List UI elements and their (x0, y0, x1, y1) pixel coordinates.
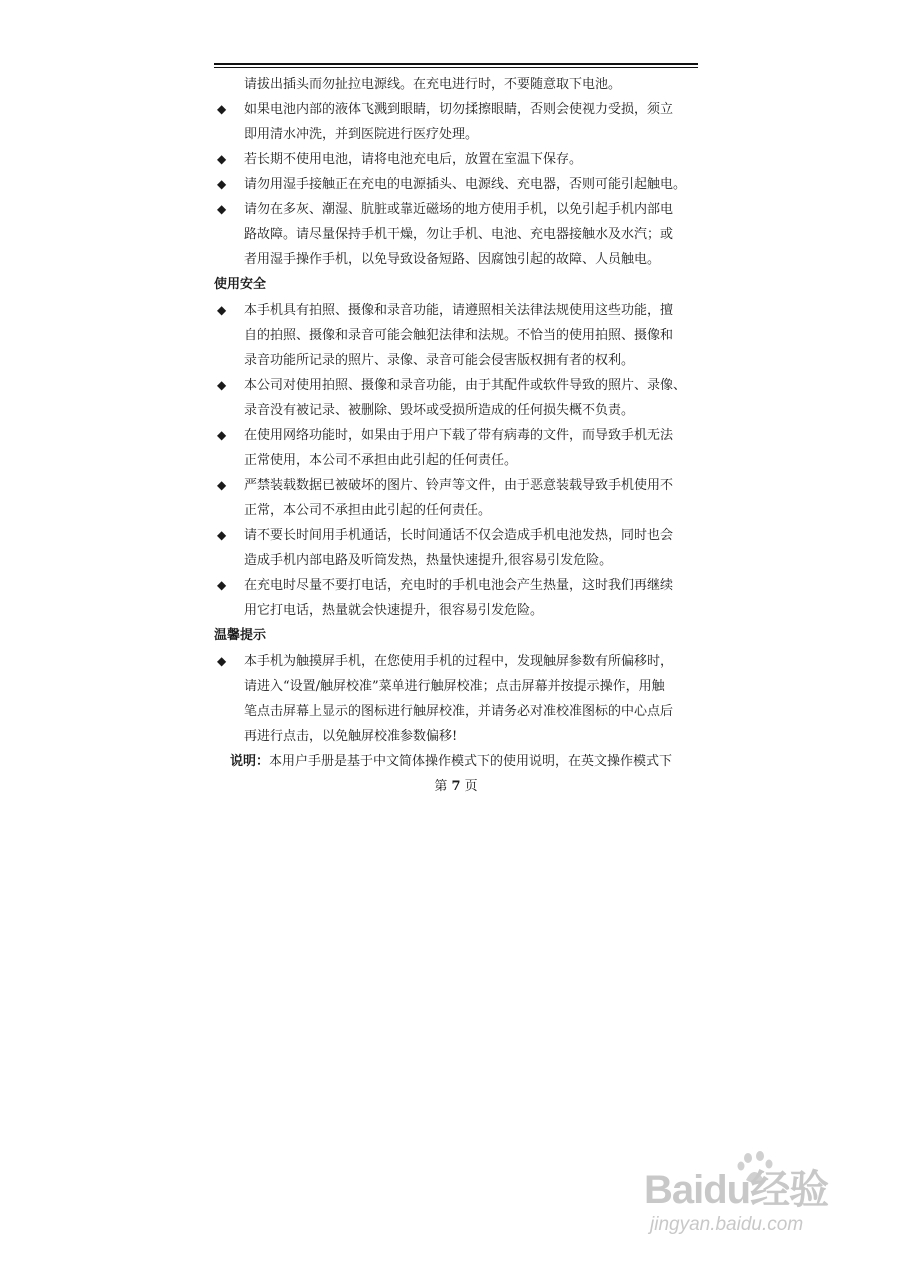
list-item (214, 97, 704, 147)
diamond-bullet-icon: ◆ (217, 152, 227, 166)
list-item-line: 路故障。请尽量保持手机干燥，勿让手机、电池、充电器接触水及水汽；或 (244, 227, 674, 242)
list-item-line: 造成手机内部电路及听筒发热，热量快速提升,很容易引发危险。 (244, 553, 613, 568)
page-number-value: 7 (451, 779, 461, 794)
bullet-list-tips (214, 649, 704, 749)
list-item-line: 若长期不使用电池，请将电池充电后，放置在室温下保存。 (244, 152, 583, 167)
section-heading-tips: 温馨提示 (214, 628, 267, 643)
section-heading-safety: 使用安全 (214, 277, 267, 292)
page-number (214, 774, 698, 800)
list-item-line: 本公司对使用拍照、摄像和录音功能，由于其配件或软件导致的照片、录像、 (244, 378, 687, 393)
diamond-bullet-icon: ◆ (217, 428, 227, 442)
list-item-line: 正常使用，本公司不承担由此引起的任何责任。 (244, 453, 518, 468)
header-rule-thick (214, 63, 698, 65)
list-item (214, 147, 704, 172)
list-item (214, 423, 704, 473)
bullet-list-battery (214, 97, 704, 272)
diamond-bullet-icon: ◆ (217, 177, 227, 191)
diamond-bullet-icon: ◆ (217, 654, 227, 668)
baidu-jingyan-watermark (640, 1150, 880, 1250)
list-item-line: 者用湿手操作手机，以免导致设备短路、因腐蚀引起的故障、人员触电。 (244, 252, 661, 267)
diamond-bullet-icon: ◆ (217, 303, 227, 317)
list-item-line: 请进入“设置/触屏校准”菜单进行触屏校准；点击屏幕并按提示操作，用触 (244, 679, 665, 694)
list-item-line: 在充电时尽量不要打电话，充电时的手机电池会产生热量，这时我们再继续 (244, 578, 674, 593)
note-paragraph (214, 749, 704, 774)
list-item (214, 373, 704, 423)
list-item-line: 笔点击屏幕上显示的图标进行触屏校准，并请务必对准校准图标的中心点后 (244, 704, 674, 719)
list-item (214, 523, 704, 573)
diamond-bullet-icon: ◆ (217, 478, 227, 492)
list-item-line: 正常，本公司不承担由此引起的任何责任。 (244, 503, 492, 518)
watermark-logo-text: Baidu经验 (644, 1168, 829, 1212)
diamond-bullet-icon: ◆ (217, 202, 227, 216)
list-item (214, 649, 704, 749)
list-item-line: 如果电池内部的液体飞溅到眼睛，切勿揉擦眼睛，否则会使视力受损，须立 (244, 102, 674, 117)
list-item (214, 573, 704, 623)
page-prefix: 第 (434, 779, 448, 794)
list-item-line: 请勿用湿手接触正在充电的电源插头、电源线、充电器，否则可能引起触电。 (244, 177, 687, 192)
page-suffix: 页 (464, 779, 478, 794)
bullet-list-safety (214, 298, 704, 623)
list-item-line: 请不要长时间用手机通话，长时间通话不仅会造成手机电池发热，同时也会 (244, 528, 674, 543)
continued-paragraph: 请拔出插头而勿扯拉电源线。在充电进行时，不要随意取下电池。 (244, 77, 622, 92)
list-item-line: 严禁装载数据已被破坏的图片、铃声等文件，由于恶意装载导致手机使用不 (244, 478, 674, 493)
list-item-line: 请勿在多灰、潮湿、肮脏或靠近磁场的地方使用手机，以免引起手机内部电 (244, 202, 674, 217)
list-item-line: 录音功能所记录的照片、录像、录音可能会侵害版权拥有者的权利。 (244, 353, 635, 368)
list-item (214, 473, 704, 523)
list-item-line: 即用清水冲洗，并到医院进行医疗处理。 (244, 127, 479, 142)
list-item-line: 录音没有被记录、被删除、毁坏或受损所造成的任何损失概不负责。 (244, 403, 635, 418)
header-rule-thin (214, 67, 698, 68)
list-item-line: 在使用网络功能时，如果由于用户下载了带有病毒的文件，而导致手机无法 (244, 428, 674, 443)
list-item-line: 再进行点击，以免触屏校准参数偏移! (244, 729, 458, 744)
document-body (214, 72, 704, 800)
list-item (214, 172, 704, 197)
list-item-line: 用它打电话，热量就会快速提升，很容易引发危险。 (244, 603, 544, 618)
watermark-url: jingyan.baidu.com (650, 1214, 804, 1235)
list-item (214, 298, 704, 373)
note-text: 本用户手册是基于中文简体操作模式下的使用说明，在英文操作模式下 (269, 754, 673, 769)
diamond-bullet-icon: ◆ (217, 102, 227, 116)
diamond-bullet-icon: ◆ (217, 578, 227, 592)
note-label: 说明： (230, 754, 270, 769)
list-item-line: 本手机为触摸屏手机，在您使用手机的过程中，发现触屏参数有所偏移时， (244, 654, 674, 669)
list-item (214, 197, 704, 272)
list-item-line: 本手机具有拍照、摄像和录音功能，请遵照相关法律法规使用这些功能，擅 (244, 303, 674, 318)
diamond-bullet-icon: ◆ (217, 378, 227, 392)
list-item-line: 自的拍照、摄像和录音可能会触犯法律和法规。不恰当的使用拍照、摄像和 (244, 328, 674, 343)
diamond-bullet-icon: ◆ (217, 528, 227, 542)
